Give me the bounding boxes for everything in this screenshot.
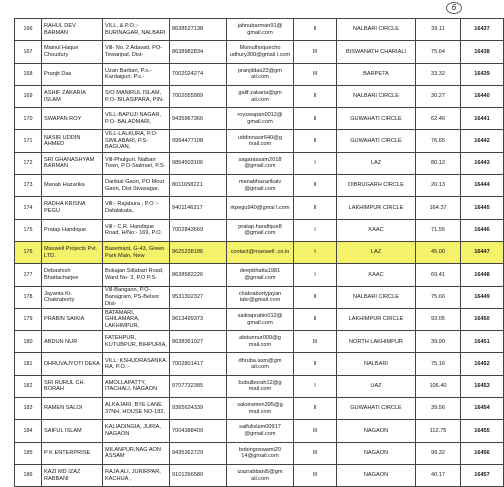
address-cell: Vill:- Rajabura , P.O :- Dafalakata, bbox=[103, 197, 170, 219]
address-cell: RAJA ALI, JURIRPAR, KACHUA , bbox=[103, 464, 170, 486]
email-cell: saifulislam00917 @gmail.com bbox=[227, 420, 294, 442]
email-cell: chakrabortyjayan takr@gmail.com bbox=[227, 286, 294, 308]
circle-cell: DIBRUGARH CIRCLE bbox=[337, 175, 416, 197]
email-cell: Moinulhoquecho udhury300@gmail l.com bbox=[227, 41, 294, 63]
category-cell: II bbox=[294, 308, 337, 330]
table-row bbox=[15, 331, 504, 353]
serial-cell: 183 bbox=[15, 398, 42, 420]
address-cell: Darikial Gaon, PO Mout Gaon, Dist Sivasagar, bbox=[103, 175, 170, 197]
email-cell: izazrabbani5@gm ail.com bbox=[227, 464, 294, 486]
amount-cell: 30.27 bbox=[416, 85, 461, 107]
category-cell: II bbox=[294, 398, 337, 420]
circle-cell: LAKHIMPUR CIRCLE bbox=[337, 308, 416, 330]
amount-cell: 99.32 bbox=[416, 442, 461, 464]
table-row bbox=[15, 175, 504, 197]
category-cell: III bbox=[294, 63, 337, 85]
name-cell: Pratap Handique bbox=[42, 219, 103, 241]
email-cell: saikiaprabin012@ gmail.com bbox=[227, 308, 294, 330]
category-cell: II bbox=[294, 130, 337, 152]
circle-cell: NAGAON bbox=[337, 420, 416, 442]
circle-cell: KAAC bbox=[337, 264, 416, 286]
email-cell: galif.zakaria@gm ail.com bbox=[227, 85, 294, 107]
circle-cell: NAGAON bbox=[337, 442, 416, 464]
name-cell: DHRUVAJYOTI DEKA bbox=[42, 353, 103, 375]
circle-cell: GUWAHATI CIRCLE bbox=[337, 108, 416, 130]
address-cell: Bokajan Sitlabari Road, Ward No- 3, P.O P.S- bbox=[103, 264, 170, 286]
email-cell: manabhazarikaiv @gmail.com bbox=[227, 175, 294, 197]
mobile-cell: 9954477108 bbox=[170, 130, 227, 152]
table-row bbox=[15, 19, 504, 41]
amount-cell: 69.41 bbox=[416, 264, 461, 286]
amount-cell: 80.12 bbox=[416, 152, 461, 174]
table-row bbox=[15, 219, 504, 241]
table-row bbox=[15, 130, 504, 152]
registration-cell: 16445 bbox=[461, 197, 504, 219]
email-cell: dhruba.asm@gm ail.com bbox=[227, 353, 294, 375]
serial-cell: 185 bbox=[15, 442, 42, 464]
address-cell: MILANPUR,NAG AON ASSAM bbox=[103, 442, 170, 464]
email-cell: rkpegu940@gmai l.com bbox=[227, 197, 294, 219]
address-cell: Basemant, G-43, Green Park Main, New bbox=[103, 241, 170, 263]
registration-cell: 16437 bbox=[461, 19, 504, 41]
address-cell: ALKAJARI, BYE LANE 37NH, HOUSE NO-182, bbox=[103, 398, 170, 420]
address-cell: AMOLLAPATTY, ITACHALI, NAGAON bbox=[103, 375, 170, 397]
circle-cell: NAGAON bbox=[337, 464, 416, 486]
table-body bbox=[15, 19, 504, 487]
amount-cell: 39.11 bbox=[416, 19, 461, 41]
email-cell: saloiramen395@g mail.com bbox=[227, 398, 294, 420]
table-row bbox=[15, 442, 504, 464]
address-cell: BATAMARI, GHILAMARA, LAKHIMPUR, bbox=[103, 308, 170, 330]
category-cell: I bbox=[294, 241, 337, 263]
name-cell: Mainul Haque Choudury bbox=[42, 41, 103, 63]
mobile-cell: 7002801417 bbox=[170, 353, 227, 375]
amount-cell: 106.40 bbox=[416, 375, 461, 397]
name-cell: RAHUL DEV BARMAN bbox=[42, 19, 103, 41]
amount-cell: 76.65 bbox=[416, 130, 461, 152]
category-cell: II bbox=[294, 19, 337, 41]
mobile-cell: 8638537138 bbox=[170, 19, 227, 41]
mobile-cell: 9435967366 bbox=[170, 108, 227, 130]
page-number: 6 bbox=[446, 2, 462, 14]
circle-cell: GUWAHATI CIRCLE bbox=[337, 398, 416, 420]
table-row bbox=[15, 286, 504, 308]
amount-cell: 164.37 bbox=[416, 197, 461, 219]
email-cell: sagarassam2018 @gmail.com bbox=[227, 152, 294, 174]
email-cell: abdunnur000@g mail.com bbox=[227, 331, 294, 353]
mobile-cell: 7002024274 bbox=[170, 63, 227, 85]
registration-cell: 16453 bbox=[461, 375, 504, 397]
amount-cell: 45.00 bbox=[416, 241, 461, 263]
serial-cell: 174 bbox=[15, 197, 42, 219]
registration-cell: 16441 bbox=[461, 108, 504, 130]
serial-cell: 175 bbox=[15, 219, 42, 241]
name-cell: Jayanta Kr. Chakraborty bbox=[42, 286, 103, 308]
name-cell: Manab Hazarika bbox=[42, 175, 103, 197]
mobile-cell: 9613499373 bbox=[170, 308, 227, 330]
serial-cell: 176 bbox=[15, 241, 42, 263]
address-cell: Vill-Phulguri, Nalbari Town, P.O-Sialmari, P.S- bbox=[103, 152, 170, 174]
category-cell: III bbox=[294, 464, 337, 486]
serial-cell: 168 bbox=[15, 63, 42, 85]
name-cell: SAIFUL ISLAM bbox=[42, 420, 103, 442]
mobile-cell: 9401146317 bbox=[170, 197, 227, 219]
email-cell: bubulborah12@g mail.com bbox=[227, 375, 294, 397]
table-row bbox=[15, 464, 504, 486]
amount-cell: 33.32 bbox=[416, 63, 461, 85]
address-cell: KALIADINGIA, JURIA, NAGAON bbox=[103, 420, 170, 442]
amount-cell: 75.16 bbox=[416, 353, 461, 375]
name-cell: RADHA KRISNA PEGU bbox=[42, 197, 103, 219]
registration-cell: 16457 bbox=[461, 464, 504, 486]
serial-cell: 180 bbox=[15, 331, 42, 353]
serial-cell: 170 bbox=[15, 108, 42, 130]
category-cell: II bbox=[294, 85, 337, 107]
registration-cell: 16454 bbox=[461, 398, 504, 420]
serial-cell: 172 bbox=[15, 152, 42, 174]
serial-cell: 184 bbox=[15, 420, 42, 442]
registration-cell: 16440 bbox=[461, 85, 504, 107]
registration-cell: 16438 bbox=[461, 41, 504, 63]
mobile-cell: 7002055989 bbox=[170, 85, 227, 107]
name-cell: SWAPAN ROY bbox=[42, 108, 103, 130]
circle-cell: KAAC bbox=[337, 219, 416, 241]
category-cell: III bbox=[294, 442, 337, 464]
registration-cell: 16447 bbox=[461, 241, 504, 263]
circle-cell: NALBARI bbox=[337, 353, 416, 375]
registration-cell: 16451 bbox=[461, 331, 504, 353]
table-row bbox=[15, 85, 504, 107]
registration-cell: 16439 bbox=[461, 63, 504, 85]
category-cell: I bbox=[294, 152, 337, 174]
table-row bbox=[15, 375, 504, 397]
name-cell: Maxwell Projects Pvt. LTD. bbox=[42, 241, 103, 263]
registration-cell: 16442 bbox=[461, 130, 504, 152]
circle-cell: NALBARI CIRCLE bbox=[337, 286, 416, 308]
address-cell: Vill:- C.R. Handique Road, H/No:- 169, P.O. bbox=[103, 219, 170, 241]
name-cell: KAZI MD IZAZ RABBANI bbox=[42, 464, 103, 486]
circle-cell: BARPETA bbox=[337, 63, 416, 85]
email-cell: royswapan0012@ gmail.com bbox=[227, 108, 294, 130]
table-row bbox=[15, 308, 504, 330]
table-row bbox=[15, 353, 504, 375]
email-cell: pratap.handique8 @gmail.com bbox=[227, 219, 294, 241]
registration-cell: 16443 bbox=[461, 152, 504, 174]
mobile-cell: 8638582226 bbox=[170, 264, 227, 286]
registration-cell: 16450 bbox=[461, 308, 504, 330]
address-cell: Uzan Barbari, P.o.-Kardaiguri, P.s.- bbox=[103, 63, 170, 85]
table-row bbox=[15, 264, 504, 286]
registration-cell: 16446 bbox=[461, 219, 504, 241]
mobile-cell: 8011658221 bbox=[170, 175, 227, 197]
amount-cell: 71.55 bbox=[416, 219, 461, 241]
table-row bbox=[15, 420, 504, 442]
registration-cell: 16449 bbox=[461, 286, 504, 308]
amount-cell: 112.75 bbox=[416, 420, 461, 442]
amount-cell: 40.17 bbox=[416, 464, 461, 486]
category-cell: II bbox=[294, 175, 337, 197]
table-row bbox=[15, 63, 504, 85]
email-cell: pranjitdas23@gm ail.com bbox=[227, 63, 294, 85]
serial-cell: 186 bbox=[15, 464, 42, 486]
serial-cell: 178 bbox=[15, 286, 42, 308]
amount-cell: 39.56 bbox=[416, 398, 461, 420]
name-cell: ABDUN NUR bbox=[42, 331, 103, 353]
serial-cell: 182 bbox=[15, 375, 42, 397]
category-cell: II bbox=[294, 286, 337, 308]
table-row bbox=[15, 41, 504, 63]
name-cell: NASIR UDDIN AHMED bbox=[42, 130, 103, 152]
name-cell: SRI RURUL CH. BORAH bbox=[42, 375, 103, 397]
circle-cell: NALBARI CIRCLE bbox=[337, 85, 416, 107]
name-cell: SRI GHANASHYAM BARMAN bbox=[42, 152, 103, 174]
name-cell: Debashish Bhattacharjee bbox=[42, 264, 103, 286]
serial-cell: 173 bbox=[15, 175, 42, 197]
mobile-cell: 8638361027 bbox=[170, 331, 227, 353]
name-cell: P K ENTERPRISE bbox=[42, 442, 103, 464]
category-cell: III bbox=[294, 41, 337, 63]
circle-cell: NORTH LAKHIMPUR bbox=[337, 331, 416, 353]
name-cell: Pranjit Das bbox=[42, 63, 103, 85]
name-cell: ASHIF ZAKARIA ISLAM bbox=[42, 85, 103, 107]
mobile-cell: 9435362729 bbox=[170, 442, 227, 464]
mobile-cell: 9707732385 bbox=[170, 375, 227, 397]
registration-cell: 16444 bbox=[461, 175, 504, 197]
category-cell: III bbox=[294, 420, 337, 442]
address-cell: S/O MANIRUL ISLAM, P.O- BILASIPARA, PIN- bbox=[103, 85, 170, 107]
table-row bbox=[15, 398, 504, 420]
address-cell: VILL-BAPUJI NAGAR, P.O- BALADMARI, bbox=[103, 108, 170, 130]
address-cell: VILL-LALKURA, P.O-SIMLABARI, P.S-BAGUAN, bbox=[103, 130, 170, 152]
category-cell: II bbox=[294, 108, 337, 130]
mobile-cell: 9625238186 bbox=[170, 241, 227, 263]
address-cell: VILL: KSHUDRASANKA RA, P.O.:- bbox=[103, 353, 170, 375]
serial-cell: 167 bbox=[15, 41, 42, 63]
circle-cell: BISWANATH CHARIALI bbox=[337, 41, 416, 63]
circle-cell: LAZ bbox=[337, 241, 416, 263]
circle-cell: LAKHIMPUR CIRCLE bbox=[337, 197, 416, 219]
category-cell: III bbox=[294, 331, 337, 353]
mobile-cell: 7004388409 bbox=[170, 420, 227, 442]
mobile-cell: 9101266580 bbox=[170, 464, 227, 486]
name-cell: PRABIN SAIKIA bbox=[42, 308, 103, 330]
category-cell: I bbox=[294, 219, 337, 241]
category-cell: I bbox=[294, 375, 337, 397]
circle-cell: LAZ bbox=[337, 152, 416, 174]
email-cell: jahnubarman91@ gmail.com bbox=[227, 19, 294, 41]
registration-cell: 16455 bbox=[461, 420, 504, 442]
mobile-cell: 7002843669 bbox=[170, 219, 227, 241]
registration-cell: 16452 bbox=[461, 353, 504, 375]
address-cell: FATEHPUR, KUTUBPUR, BIHPURIA, bbox=[103, 331, 170, 353]
registration-cell: 16456 bbox=[461, 442, 504, 464]
address-cell: VILL. & P.O.:- BURINAGAR, NALBARI bbox=[103, 19, 170, 41]
serial-cell: 169 bbox=[15, 85, 42, 107]
mobile-cell: 9365624339 bbox=[170, 398, 227, 420]
contractor-table bbox=[14, 18, 504, 487]
category-cell: II bbox=[294, 353, 337, 375]
table-row bbox=[15, 197, 504, 219]
table-row bbox=[15, 152, 504, 174]
serial-cell: 171 bbox=[15, 130, 42, 152]
amount-cell: 75.66 bbox=[416, 286, 461, 308]
email-cell: contact@maxwell .co.in bbox=[227, 241, 294, 263]
name-cell: RAMEN SALOI bbox=[42, 398, 103, 420]
amount-cell: 93.05 bbox=[416, 308, 461, 330]
serial-cell: 177 bbox=[15, 264, 42, 286]
serial-cell: 166 bbox=[15, 19, 42, 41]
mobile-cell: 9531302327 bbox=[170, 286, 227, 308]
address-cell: Vill-Bangaon, P.O-Banagram, PS-Belsor Dist- bbox=[103, 286, 170, 308]
category-cell: II bbox=[294, 197, 337, 219]
email-cell: deepbhatta1981 @gmail.com bbox=[227, 264, 294, 286]
table-row bbox=[15, 241, 504, 263]
category-cell: I bbox=[294, 264, 337, 286]
mobile-cell: 8638982834 bbox=[170, 41, 227, 63]
address-cell: Vill- No. 2 Adavati, PO- Tewaripal, Dist- bbox=[103, 41, 170, 63]
circle-cell: NALBARI CIRCLE bbox=[337, 19, 416, 41]
registration-cell: 16448 bbox=[461, 264, 504, 286]
circle-cell: UAZ bbox=[337, 375, 416, 397]
amount-cell: 39.90 bbox=[416, 331, 461, 353]
circle-cell: GUWAHATI CIRCLE bbox=[337, 130, 416, 152]
mobile-cell: 9854503106 bbox=[170, 152, 227, 174]
amount-cell: 20.13 bbox=[416, 175, 461, 197]
email-cell: bobingoswami20 14@gmail.com bbox=[227, 442, 294, 464]
amount-cell: 62.46 bbox=[416, 108, 461, 130]
table-row bbox=[15, 108, 504, 130]
serial-cell: 181 bbox=[15, 353, 42, 375]
serial-cell: 179 bbox=[15, 308, 42, 330]
email-cell: uddinnasir640@g mail.com bbox=[227, 130, 294, 152]
amount-cell: 75.64 bbox=[416, 41, 461, 63]
